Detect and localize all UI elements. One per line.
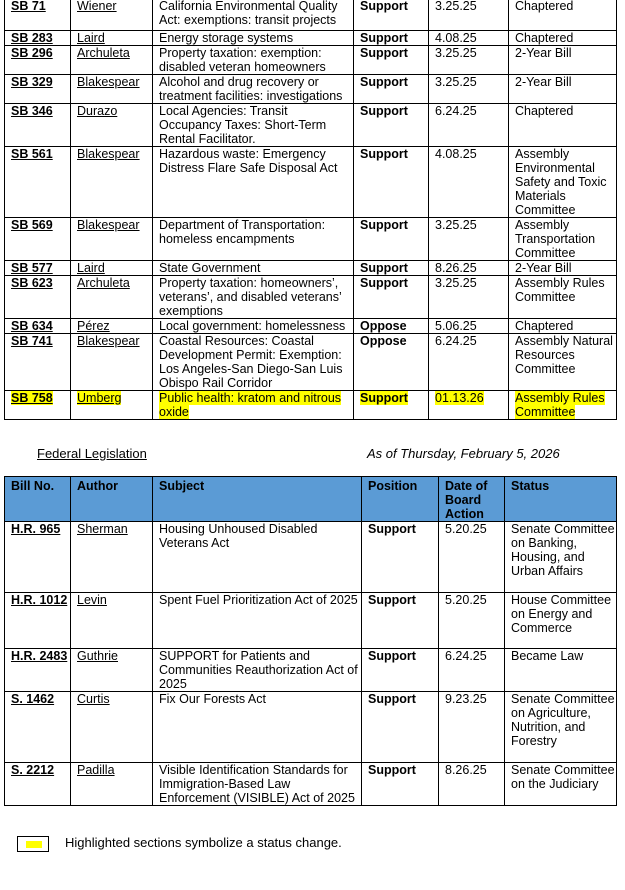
bill-position: Support (368, 649, 416, 663)
author-link[interactable]: Laird (77, 261, 105, 275)
bill-subject: Housing Unhoused Disabled Veterans Act (159, 522, 318, 550)
board-action-date: 3.25.25 (435, 218, 477, 232)
board-action-date: 4.08.25 (435, 31, 477, 45)
bill-number-link[interactable]: SB 569 (11, 218, 53, 232)
federal-legislation-table (4, 476, 617, 806)
bill-status-cell (505, 593, 617, 649)
federal-header-row (5, 477, 617, 522)
board-action-date: 3.25.25 (435, 46, 477, 60)
bill-status-cell (509, 261, 617, 276)
board-action-date-cell (429, 31, 509, 46)
bill-subject: Coastal Resources: Coastal Development Permit: Exemption: Los Angeles-San Diego-San Luis Obispo Rail Corridor (159, 334, 343, 390)
state-bill-row (5, 218, 617, 261)
bill-subject: Local Agencies: Transit Occupancy Taxes: Short-Term Rental Facilitator. (159, 104, 327, 146)
author-link[interactable]: Blakespear (77, 75, 140, 89)
bill-status: Became Law (511, 649, 584, 663)
author-link[interactable]: Umberg (77, 391, 122, 405)
bill-position-cell (354, 218, 429, 261)
bill-position: Oppose (360, 319, 407, 333)
board-action-date: 8.26.25 (435, 261, 477, 275)
author-link[interactable]: Padilla (77, 763, 115, 777)
bill-status: Senate Committee on Agriculture, Nutrition, and Forestry (511, 692, 615, 748)
state-bill-row (5, 276, 617, 319)
author-link-cell (71, 218, 153, 261)
bill-status: Chaptered (515, 104, 574, 118)
bill-status: Assembly Transportation Committee (515, 218, 596, 260)
board-action-date: 5.20.25 (445, 522, 487, 536)
state-bill-row (5, 319, 617, 334)
bill-position-cell (354, 46, 429, 75)
author-link-cell (71, 649, 153, 692)
bill-subject: Fix Our Forests Act (159, 692, 266, 706)
bill-status-cell (505, 522, 617, 593)
board-action-date: 6.24.25 (435, 334, 477, 348)
bill-position-cell (354, 391, 429, 420)
bill-position-cell (362, 763, 439, 806)
state-bill-row (5, 261, 617, 276)
board-action-date-cell (429, 391, 509, 420)
state-bill-row (5, 31, 617, 46)
bill-position: Support (368, 692, 416, 706)
bill-status: Chaptered (515, 31, 574, 45)
bill-number-link-cell (5, 0, 71, 31)
bill-subject-cell (153, 649, 362, 692)
bill-number-link[interactable]: H.R. 965 (11, 522, 61, 536)
author-link-cell (71, 763, 153, 806)
state-bill-row (5, 46, 617, 75)
state-bill-row (5, 391, 617, 420)
board-action-date-cell (429, 319, 509, 334)
bill-position: Support (360, 75, 408, 89)
bill-number-link-cell (5, 649, 71, 692)
author-link[interactable]: Wiener (77, 0, 117, 13)
bill-subject-cell (153, 334, 354, 391)
bill-subject-cell (153, 319, 354, 334)
board-action-date-cell (439, 522, 505, 593)
board-action-date-cell (429, 0, 509, 31)
board-action-date: 3.25.25 (435, 276, 477, 290)
author-link[interactable]: Blakespear (77, 334, 140, 348)
bill-position: Support (360, 31, 408, 45)
bill-status: Chaptered (515, 319, 574, 333)
bill-number-link-cell (5, 31, 71, 46)
bill-status-cell (509, 391, 617, 420)
bill-subject: Visible Identification Standards for Immigration-Based Law Enforcement (VISIBLE) Act of 2025 (159, 763, 355, 805)
bill-status-cell (509, 0, 617, 31)
bill-status-cell (509, 104, 617, 147)
bill-position: Support (360, 276, 408, 290)
bill-number-link-cell (5, 692, 71, 763)
bill-number-link-cell (5, 104, 71, 147)
highlight-legend-swatch (17, 836, 49, 852)
author-link[interactable]: Blakespear (77, 147, 140, 161)
bill-position: Support (360, 46, 408, 60)
bill-position-cell (354, 31, 429, 46)
author-link-cell (71, 31, 153, 46)
bill-subject-cell (153, 692, 362, 763)
state-bill-row (5, 104, 617, 147)
board-action-date: 01.13.26 (435, 391, 484, 405)
bill-subject: Property taxation: exemption: disabled veteran homeowners (159, 46, 326, 74)
bill-number-link[interactable]: SB 329 (11, 75, 53, 89)
board-action-date: 6.24.25 (435, 104, 477, 118)
board-action-date-cell (439, 763, 505, 806)
bill-position-cell (362, 692, 439, 763)
bill-subject: Public health: kratom and nitrous oxide (159, 391, 342, 419)
author-link-cell (71, 261, 153, 276)
board-action-date: 8.26.25 (445, 763, 487, 777)
header-position: Position (362, 477, 439, 522)
bill-status: Senate Committee on Banking, Housing, and Urban Affairs (511, 522, 615, 578)
bill-subject-cell (153, 276, 354, 319)
author-link[interactable]: Guthrie (77, 649, 118, 663)
bill-status-cell (509, 147, 617, 218)
federal-bill-row (5, 522, 617, 593)
bill-status-cell (509, 319, 617, 334)
author-link-cell (71, 593, 153, 649)
state-legislation-table (4, 0, 617, 420)
bill-number-link[interactable]: SB 577 (11, 261, 53, 275)
bill-number-link[interactable]: SB 346 (11, 104, 53, 118)
bill-subject-cell (153, 261, 354, 276)
bill-position-cell (354, 75, 429, 104)
author-link-cell (71, 147, 153, 218)
legend-text: Highlighted sections symbolize a status change. (65, 835, 342, 850)
bill-number-link-cell (5, 46, 71, 75)
author-link-cell (71, 104, 153, 147)
board-action-date-cell (429, 276, 509, 319)
bill-number-link-cell (5, 319, 71, 334)
board-action-date: 3.25.25 (435, 75, 477, 89)
bill-number-link[interactable]: H.R. 2483 (11, 649, 68, 663)
author-link[interactable]: Durazo (77, 104, 118, 118)
board-action-date: 5.06.25 (435, 319, 477, 333)
bill-number-link[interactable]: SB 283 (11, 31, 53, 45)
bill-number-link-cell (5, 75, 71, 104)
author-link[interactable]: Archuleta (77, 276, 130, 290)
board-action-date: 3.25.25 (435, 0, 477, 13)
bill-position-cell (354, 104, 429, 147)
federal-section-title: Federal Legislation (37, 446, 147, 461)
bill-subject: State Government (159, 261, 261, 275)
federal-bill-row (5, 593, 617, 649)
bill-subject-cell (153, 522, 362, 593)
bill-number-link-cell (5, 276, 71, 319)
bill-status: Assembly Rules Committee (515, 276, 605, 304)
federal-bill-row (5, 763, 617, 806)
board-action-date-cell (439, 649, 505, 692)
bill-status-cell (505, 763, 617, 806)
board-action-date-cell (439, 593, 505, 649)
author-link-cell (71, 319, 153, 334)
bill-status: Chaptered (515, 0, 574, 13)
bill-position-cell (354, 147, 429, 218)
bill-number-link-cell (5, 593, 71, 649)
board-action-date: 9.23.25 (445, 692, 487, 706)
bill-status-cell (509, 218, 617, 261)
author-link-cell (71, 692, 153, 763)
bill-status: Assembly Environmental Safety and Toxic Materials Committee (515, 147, 607, 217)
bill-number-link-cell (5, 218, 71, 261)
state-bill-row (5, 334, 617, 391)
author-link-cell (71, 276, 153, 319)
bill-status: Assembly Natural Resources Committee (515, 334, 613, 376)
state-bill-row (5, 0, 617, 31)
bill-number-link[interactable]: SB 71 (11, 0, 46, 13)
bill-subject: Department of Transportation: homeless encampments (159, 218, 326, 246)
federal-bill-row (5, 649, 617, 692)
board-action-date-cell (429, 75, 509, 104)
bill-status: 2-Year Bill (515, 75, 572, 89)
bill-position-cell (362, 522, 439, 593)
author-link[interactable]: Pérez (77, 319, 110, 333)
author-link[interactable]: Archuleta (77, 46, 130, 60)
bill-subject: Energy storage systems (159, 31, 294, 45)
bill-status-cell (505, 692, 617, 763)
author-link-cell (71, 391, 153, 420)
board-action-date-cell (429, 46, 509, 75)
bill-position-cell (354, 0, 429, 31)
bill-status: Assembly Rules Committee (515, 391, 605, 419)
bill-subject-cell (153, 0, 354, 31)
author-link[interactable]: Blakespear (77, 218, 140, 232)
author-link-cell (71, 334, 153, 391)
header-author: Author (71, 477, 153, 522)
bill-subject-cell (153, 75, 354, 104)
bill-position: Support (360, 104, 408, 118)
bill-number-link[interactable]: S. 1462 (11, 692, 55, 706)
bill-position: Support (360, 218, 408, 232)
bill-status-cell (509, 276, 617, 319)
bill-subject-cell (153, 104, 354, 147)
bill-status: 2-Year Bill (515, 261, 572, 275)
author-link[interactable]: Laird (77, 31, 105, 45)
federal-bill-row (5, 692, 617, 763)
bill-position-cell (354, 261, 429, 276)
bill-subject: California Environmental Quality Act: exemptions: transit projects (159, 0, 338, 27)
bill-position-cell (354, 276, 429, 319)
as-of-date: As of Thursday, February 5, 2026 (367, 446, 560, 461)
header-subject: Subject (153, 477, 362, 522)
bill-status: Senate Committee on the Judiciary (511, 763, 615, 791)
author-link[interactable]: Levin (77, 593, 107, 607)
bill-position: Support (360, 0, 408, 13)
bill-position: Support (360, 391, 408, 405)
header-status: Status (505, 477, 617, 522)
bill-subject: Local government: homelessness (159, 319, 346, 333)
bill-subject-cell (153, 593, 362, 649)
bill-number-link[interactable]: SB 634 (11, 319, 53, 333)
bill-status: 2-Year Bill (515, 46, 572, 60)
bill-number-link[interactable]: SB 623 (11, 276, 53, 290)
bill-position: Support (368, 593, 416, 607)
bill-number-link-cell (5, 147, 71, 218)
author-link-cell (71, 522, 153, 593)
board-action-date: 5.20.25 (445, 593, 487, 607)
bill-status-cell (509, 75, 617, 104)
bill-position-cell (354, 319, 429, 334)
state-bill-row (5, 147, 617, 218)
board-action-date-cell (429, 334, 509, 391)
bill-subject-cell (153, 147, 354, 218)
bill-number-link[interactable]: S. 2212 (11, 763, 55, 777)
bill-subject: SUPPORT for Patients and Communities Reauthorization Act of 2025 (159, 649, 358, 691)
author-link[interactable]: Sherman (77, 522, 128, 536)
bill-position: Support (368, 522, 416, 536)
bill-subject: Property taxation: homeowners’, veterans’, and disabled veterans’ exemptions (159, 276, 342, 318)
bill-position: Support (360, 147, 408, 161)
bill-subject-cell (153, 46, 354, 75)
bill-subject-cell (153, 218, 354, 261)
board-action-date: 4.08.25 (435, 147, 477, 161)
bill-status-cell (509, 46, 617, 75)
bill-position-cell (354, 334, 429, 391)
header-bill-no: Bill No. (5, 477, 71, 522)
bill-number-link-cell (5, 522, 71, 593)
author-link-cell (71, 46, 153, 75)
bill-number-link-cell (5, 334, 71, 391)
bill-position: Support (360, 261, 408, 275)
bill-status-cell (505, 649, 617, 692)
board-action-date-cell (429, 147, 509, 218)
bill-number-link[interactable]: SB 561 (11, 147, 53, 161)
bill-status-cell (509, 334, 617, 391)
author-link[interactable]: Curtis (77, 692, 110, 706)
bill-number-link-cell (5, 261, 71, 276)
bill-position-cell (362, 649, 439, 692)
bill-subject-cell (153, 31, 354, 46)
bill-position-cell (362, 593, 439, 649)
bill-number-link[interactable]: SB 741 (11, 334, 53, 348)
board-action-date-cell (429, 104, 509, 147)
bill-position: Oppose (360, 334, 407, 348)
state-bill-row (5, 75, 617, 104)
author-link-cell (71, 75, 153, 104)
header-date: Date of Board Action (439, 477, 505, 522)
bill-position: Support (368, 763, 416, 777)
board-action-date-cell (429, 218, 509, 261)
bill-subject: Spent Fuel Prioritization Act of 2025 (159, 593, 358, 607)
bill-number-link[interactable]: SB 296 (11, 46, 53, 60)
board-action-date: 6.24.25 (445, 649, 487, 663)
bill-number-link[interactable]: H.R. 1012 (11, 593, 68, 607)
board-action-date-cell (429, 261, 509, 276)
bill-number-link-cell (5, 763, 71, 806)
bill-number-link-cell (5, 391, 71, 420)
bill-subject-cell (153, 391, 354, 420)
bill-subject: Hazardous waste: Emergency Distress Flare Safe Disposal Act (159, 147, 338, 175)
bill-subject-cell (153, 763, 362, 806)
board-action-date-cell (439, 692, 505, 763)
author-link-cell (71, 0, 153, 31)
bill-number-link[interactable]: SB 758 (11, 391, 53, 405)
bill-status: House Committee on Energy and Commerce (511, 593, 612, 635)
bill-subject: Alcohol and drug recovery or treatment facilities: investigations (159, 75, 343, 103)
bill-status-cell (509, 31, 617, 46)
